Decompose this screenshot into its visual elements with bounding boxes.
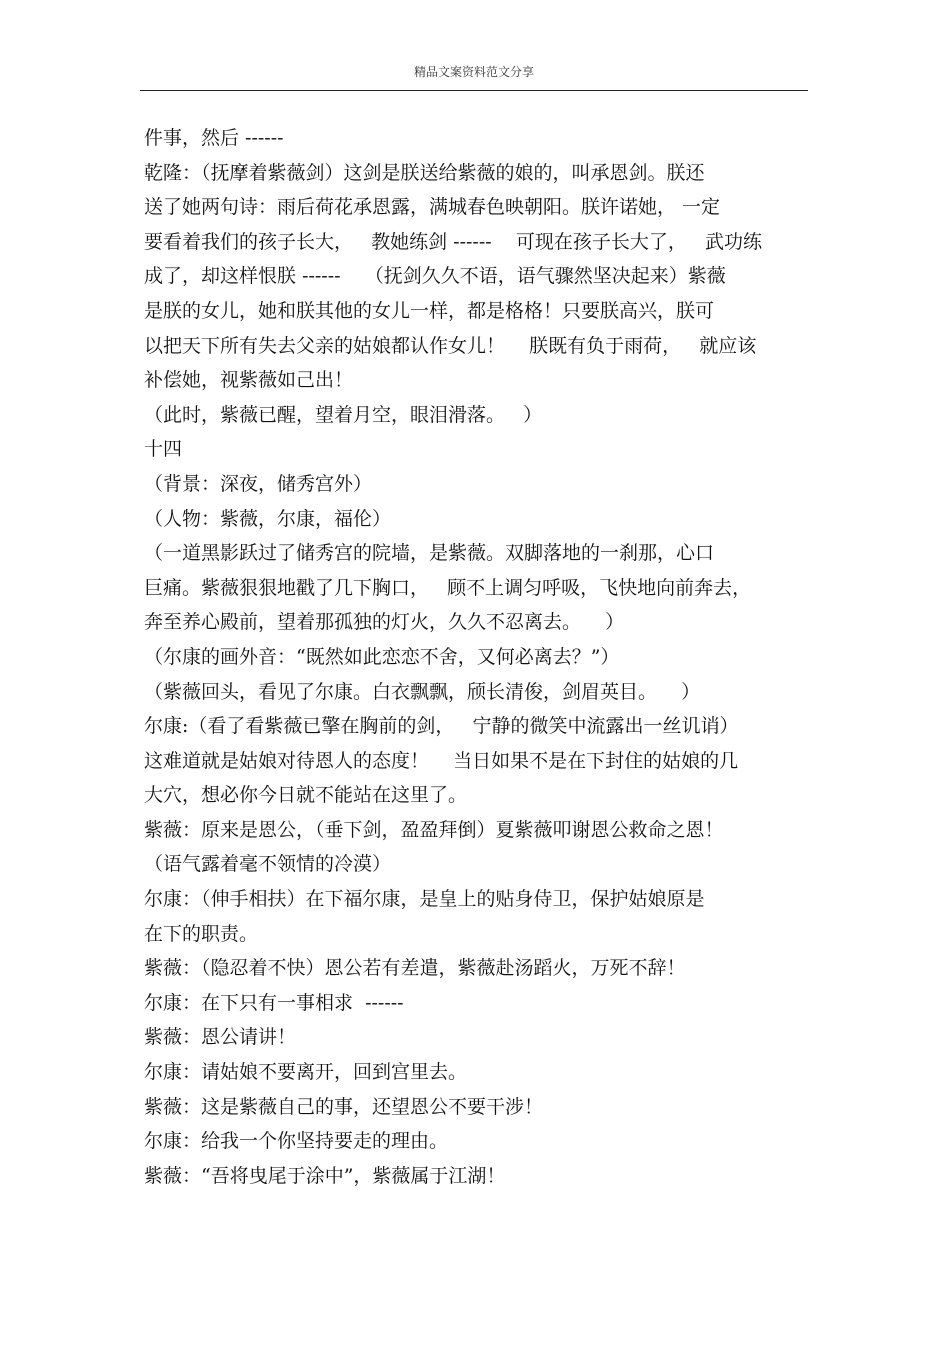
text-line: 成了，却这样恨朕 ------ （抚剑久久不语，语气骤然坚决起来）紫薇: [144, 265, 726, 288]
text-line: 巨痛。紫薇狠狠地戳了几下胸口， 顾不上调匀呼吸，飞快地向前奔去，: [144, 576, 752, 599]
text-line: （尔康的画外音：“既然如此恋恋不舍，又何必离去？”）: [144, 645, 620, 668]
text-line: 是朕的女儿，她和朕其他的女儿一样，都是格格！只要朕高兴，朕可: [144, 299, 715, 322]
text-line: 这难道就是姑娘对待恩人的态度！ 当日如果不是在下封住的姑娘的几: [144, 749, 739, 772]
text-line: 乾隆：（抚摩着紫薇剑）这剑是朕送给紫薇的娘的，叫承恩剑。朕还: [144, 161, 705, 184]
text-line: 送了她两句诗：雨后荷花承恩露，满城春色映朝阳。朕许诺她， 一定: [144, 196, 721, 219]
text-line: 要看着我们的孩子长大， 教她练剑 ------ 可现在孩子长大了， 武功练: [144, 230, 762, 253]
text-line: 尔康：给我一个你坚持要走的理由。: [144, 1130, 449, 1153]
text-line: （语气露着毫不领情的冷漠）: [144, 853, 392, 876]
text-line: （紫薇回头，看见了尔康。白衣飘飘，颀长清俊，剑眉英目。 ）: [144, 680, 701, 703]
text-line: 尔康:（看了看紫薇已擎在胸前的剑， 宁静的微笑中流露出一丝讥诮）: [144, 715, 739, 738]
text-line: （一道黑影跃过了储秀宫的院墙，是紫薇。双脚落地的一刹那，心口: [144, 542, 715, 565]
text-line: 奔至养心殿前，望着那孤独的灯火，久久不忍离去。 ）: [144, 611, 625, 634]
text-line: 以把天下所有失去父亲的姑娘都认作女儿！ 朕既有负于雨荷， 就应该: [144, 334, 757, 357]
text-line: （背景：深夜，储秀宫外）: [144, 472, 373, 495]
section-number: 十四: [144, 438, 183, 461]
text-line: 补偿她，视紫薇如己出！: [144, 369, 354, 392]
text-line: 在下的职责。: [144, 922, 259, 945]
text-line: （人物：紫薇，尔康，福伦）: [144, 507, 392, 530]
text-line: 紫薇：原来是恩公，（垂下剑，盈盈拜倒）夏紫薇叩谢恩公救命之恩！: [144, 818, 724, 841]
header-rule: [140, 90, 808, 91]
page-header: 精品文案资料范文分享: [413, 65, 534, 79]
text-line: 紫薇：这是紫薇自己的事，还望恩公不要干涉！: [144, 1095, 544, 1118]
text-line: 尔康：（伸手相扶）在下福尔康，是皇上的贴身侍卫，保护姑娘原是: [144, 888, 705, 911]
text-line: （此时，紫薇已醒，望着月空，眼泪滑落。 ）: [144, 403, 543, 426]
text-line: 紫薇：“吾将曳尾于涂中”，紫薇属于江湖！: [144, 1164, 506, 1187]
text-line: 紫薇：（隐忍着不快）恩公若有差遣，紫薇赴汤蹈火，万死不辞！: [144, 957, 686, 980]
text-line: 尔康：在下只有一事相求 ------: [144, 991, 404, 1014]
body-text: [144, 121, 824, 1193]
text-line: 尔康：请姑娘不要离开，回到宫里去。: [144, 1061, 468, 1084]
text-line: 紫薇：恩公请讲！: [144, 1026, 297, 1049]
text-line: 件事，然后 ------: [144, 127, 284, 149]
text-line: 大穴，想必你今日就不能站在这里了。: [144, 784, 468, 807]
